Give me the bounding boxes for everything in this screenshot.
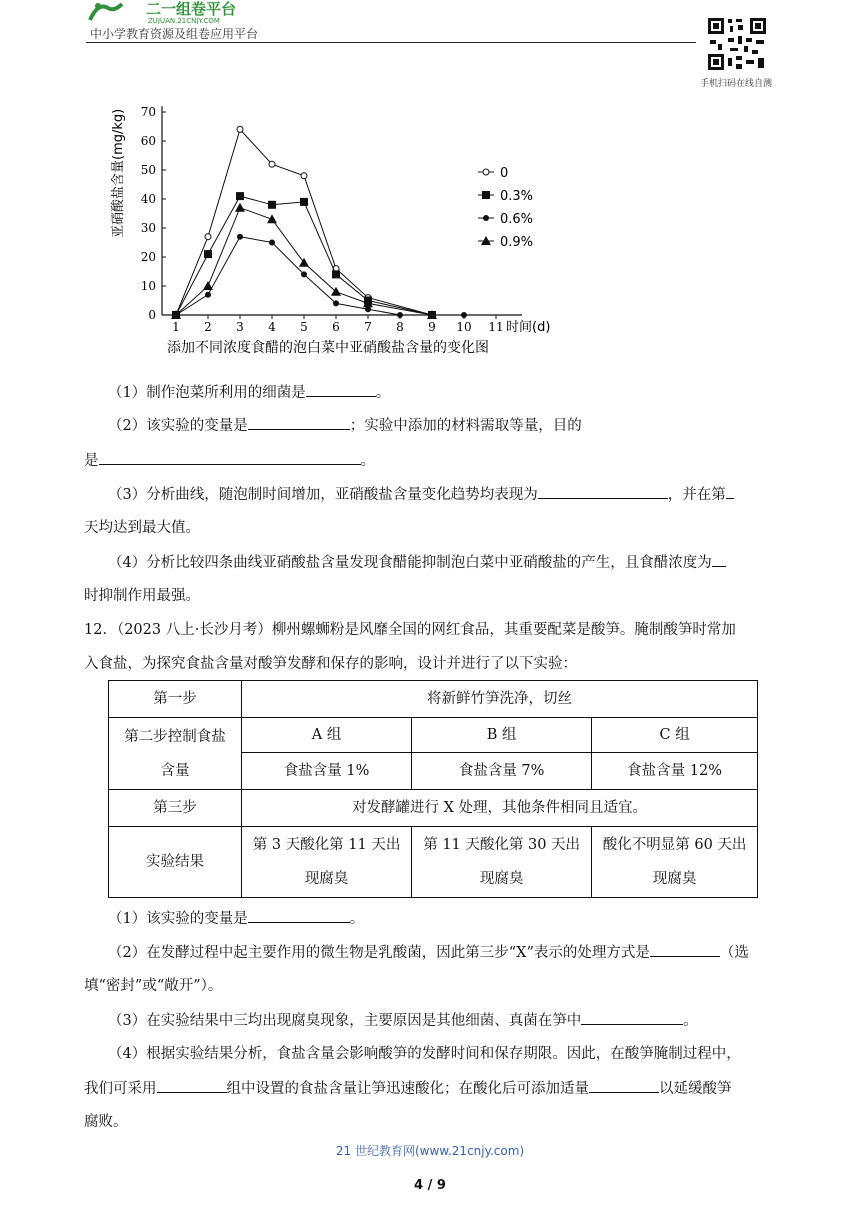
q11-part4-cont: 时抑制作用最强。 <box>84 588 200 604</box>
step3-label: 第三步 <box>109 790 242 827</box>
table-row <box>109 827 758 898</box>
q12-part2-cont: 填“密封”或“敞开”）。 <box>84 978 223 994</box>
answer-blank[interactable] <box>581 1010 683 1025</box>
q11-part2-cont: 是 。 <box>84 450 784 471</box>
y-tick-label: 20 <box>140 250 156 264</box>
data-point <box>299 258 309 267</box>
answer-blank[interactable] <box>726 484 734 499</box>
answer-blank[interactable] <box>712 552 726 567</box>
data-point <box>333 300 339 306</box>
data-point <box>397 312 403 318</box>
x-axis-label: 时间(d) <box>506 320 551 335</box>
table-row <box>109 718 758 753</box>
qr-caption: 手机扫码在线自测 <box>700 79 773 89</box>
y-tick-label: 40 <box>140 192 156 206</box>
y-axis-label: 亚硝酸盐含量(mg/kg) <box>111 108 126 238</box>
y-tick-label: 10 <box>140 279 156 293</box>
x-tick-label: 10 <box>456 320 472 334</box>
answer-blank[interactable] <box>248 415 350 430</box>
site-logo <box>86 0 276 24</box>
series-line-2 <box>176 237 464 315</box>
data-point <box>237 234 243 240</box>
y-tick-label: 50 <box>140 163 156 177</box>
q12-part1: （1）该实验的变量是 。 <box>84 908 784 929</box>
step3-content: 对发酵罐进行 X 处理，其他条件相同且适宜。 <box>242 790 758 827</box>
page-number: 4 / 9 <box>414 1178 446 1193</box>
answer-blank[interactable] <box>306 382 376 397</box>
answer-blank[interactable] <box>248 908 350 923</box>
x-tick-label: 7 <box>364 320 372 334</box>
data-point <box>268 201 276 209</box>
x-tick-label: 3 <box>236 320 244 334</box>
x-tick-label: 4 <box>268 320 276 334</box>
q12-intro-line1: 12．（2023 八上·长沙月考）柳州螺蛳粉是风靡全国的网红食品，其重要配菜是酸笋。腌制酸笋时常加 <box>84 622 736 638</box>
logo-text: 二一组卷平台 <box>146 0 237 18</box>
legend-marker <box>483 169 489 175</box>
answer-blank[interactable] <box>99 450 361 465</box>
group-a-result: 第 3 天酸化第 11 天出 现腐臭 <box>242 827 412 898</box>
chart-title: 添加不同浓度食醋的泡白菜中亚硝酸盐含量的变化图 <box>167 340 489 356</box>
table-row <box>109 790 758 827</box>
x-tick-label: 6 <box>332 320 340 334</box>
group-a-salt: 食盐含量 1% <box>242 753 412 790</box>
data-point <box>267 214 277 223</box>
q12-intro-line2: 入食盐，为探究食盐含量对酸笋发酵和保存的影响，设计并进行了以下实验： <box>84 656 577 672</box>
data-point <box>237 126 243 132</box>
q11-part2: （2）该实验的变量是 ；实验中添加的材料需取等量，目的 <box>84 415 784 436</box>
data-point <box>461 312 467 318</box>
x-tick-label: 2 <box>204 320 212 334</box>
group-c-salt: 食盐含量 12% <box>592 753 758 790</box>
step1-content: 将新鲜竹笋洗净，切丝 <box>242 681 758 718</box>
step2-label: 第二步控制食盐 含量 <box>109 718 242 790</box>
nitrite-line-chart <box>100 88 600 360</box>
q12-part4: （4）根据实验结果分析，食盐含量会影响酸笋的发酵时间和保存期限。因此，在酸笋腌制过程中， <box>108 1046 741 1062</box>
series-line-0 <box>176 129 432 315</box>
q11-part1: （1）制作泡菜所利用的细菌是 。 <box>84 382 784 403</box>
x-tick-label: 11 <box>488 320 504 334</box>
experiment-table <box>108 680 758 898</box>
legend-marker <box>483 215 489 221</box>
group-b-header: B 组 <box>412 718 592 753</box>
logo-url: ZUJUAN.21CNJY.COM <box>148 17 220 24</box>
x-tick-label: 1 <box>172 320 180 334</box>
q12-part3: （3）在实验结果中三均出现腐臭现象，主要原因是其他细菌、真菌在笋中 。 <box>84 1010 784 1031</box>
y-tick-label: 60 <box>140 134 156 148</box>
answer-blank[interactable] <box>650 942 720 957</box>
legend-label: 0.6% <box>500 212 534 227</box>
data-point <box>332 270 340 278</box>
group-c-result: 酸化不明显第 60 天出 现腐臭 <box>592 827 758 898</box>
qr-code-icon[interactable] <box>706 16 768 72</box>
data-point <box>301 173 307 179</box>
legend-label: 0 <box>500 166 509 181</box>
answer-blank[interactable] <box>589 1078 659 1093</box>
x-tick-label: 9 <box>428 320 436 334</box>
step1-label: 第一步 <box>109 681 242 718</box>
data-point <box>269 240 275 246</box>
legend-marker <box>482 191 490 199</box>
legend-label: 0.9% <box>500 235 534 250</box>
header-divider <box>86 42 696 43</box>
x-tick-label: 5 <box>300 320 308 334</box>
q11-part3-cont: 天均达到最大值。 <box>84 520 200 536</box>
q11-part3: （3）分析曲线，随泡制时间增加，亚硝酸盐含量变化趋势均表现为 ，并在第 <box>84 484 784 505</box>
data-point <box>269 161 275 167</box>
y-tick-label: 0 <box>148 308 156 322</box>
data-point <box>300 198 308 206</box>
result-label: 实验结果 <box>109 827 242 898</box>
y-tick-label: 70 <box>140 105 156 119</box>
answer-blank[interactable] <box>157 1078 227 1093</box>
q12-part4-end: 腐败。 <box>84 1114 128 1130</box>
group-b-salt: 食盐含量 7% <box>412 753 592 790</box>
footer-site-link[interactable]: 21 世纪教育网(www.21cnjy.com) <box>335 1144 525 1158</box>
header-subtitle: 中小学教育资源及组卷应用平台 <box>90 27 259 41</box>
table-row <box>109 681 758 718</box>
data-point <box>235 203 245 212</box>
x-tick-label: 8 <box>396 320 404 334</box>
answer-blank[interactable] <box>538 484 668 499</box>
data-point <box>205 292 211 298</box>
q11-part4: （4）分析比较四条曲线亚硝酸盐含量发现食醋能抑制泡白菜中亚硝酸盐的产生，且食醋浓度为 <box>84 552 784 573</box>
data-point <box>204 250 212 258</box>
data-point <box>301 271 307 277</box>
q12-part2: （2）在发酵过程中起主要作用的微生物是乳酸菌，因此第三步“X”表示的处理方式是 （选 <box>84 942 784 963</box>
y-tick-label: 30 <box>140 221 156 235</box>
group-a-header: A 组 <box>242 718 412 753</box>
group-c-header: C 组 <box>592 718 758 753</box>
q12-part4-cont: 我们可采用 组中设置的食盐含量让笋迅速酸化；在酸化后可添加适量 以延缓酸笋 <box>84 1078 784 1099</box>
data-point <box>205 234 211 240</box>
group-b-result: 第 11 天酸化第 30 天出 现腐臭 <box>412 827 592 898</box>
data-point <box>236 192 244 200</box>
legend-label: 0.3% <box>500 189 534 204</box>
data-point <box>203 281 213 290</box>
